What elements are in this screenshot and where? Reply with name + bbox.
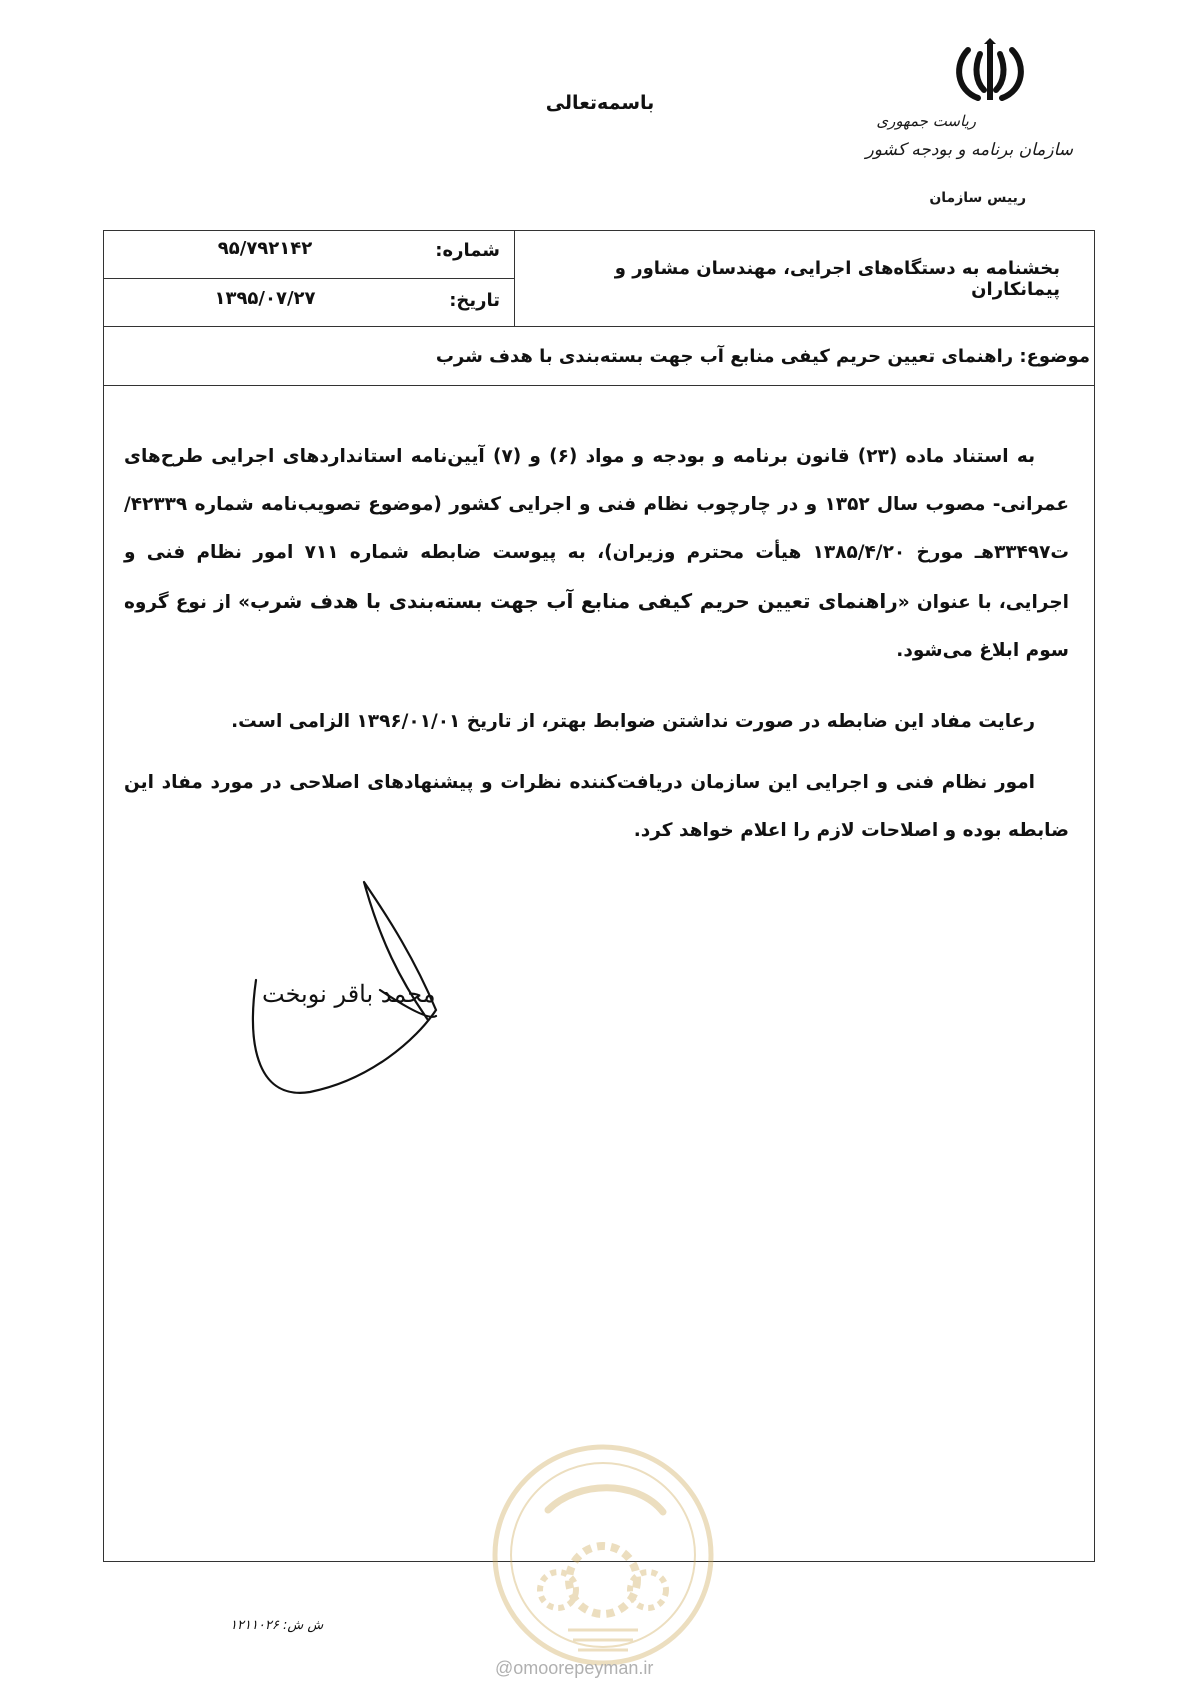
standard-title: راهنمای تعیین حریم کیفی منابع آب جهت بسته‌بندی با هدف شرب bbox=[250, 589, 898, 613]
addressee: بخشنامه به دستگاه‌های اجرایی، مهندسان مشاور و پیمانکاران bbox=[614, 258, 1060, 300]
body-paragraph-3: امور نظام فنی و اجرایی این سازمان دریافت‌کننده نظرات و پیشنهادهای اصلاحی در مورد مفاد این ضابطه بوده و اصلاحات لازم را اعلام خواهد کرد. bbox=[124, 772, 1069, 841]
header-bottom-divider bbox=[103, 326, 1095, 327]
org-title: رییس سازمان bbox=[929, 190, 1026, 206]
site-watermark: @omoorepeyman.ir bbox=[495, 1658, 654, 1678]
signature-name: محمد باقر نوبخت bbox=[262, 980, 436, 1008]
stamp-seal bbox=[488, 1440, 718, 1670]
basmala-heading: باسمه‌تعالی bbox=[545, 92, 655, 114]
body-paragraph-2: رعایت مفاد این ضابطه در صورت نداشتن ضوابط بهتر، از تاریخ ۱۳۹۶/۰۱/۰۱ الزامی است. bbox=[231, 711, 1035, 732]
number-value: ۹۵/۷۹۲۱۴۲ bbox=[217, 238, 313, 259]
date-label: تاریخ: bbox=[449, 290, 500, 311]
body-paragraph-1 bbox=[124, 433, 1069, 675]
org-presidency: ریاست جمهوری bbox=[876, 112, 976, 130]
para1-text-before: به استناد ماده (۲۳) قانون برنامه و بودجه و مواد (۶) و (۷) آیین‌نامه استانداردهای اجرایی طرح‌های عمرانی- مصوب سال ۱۳۵۲ و در چارچوب نظام فنی و اجرایی کشور (موضوع تصویب‌نامه شماره ۴۲۳۳۹/ت۳۳۴۹۷هـ مورخ ۱۳۸۵/۴/۲۰ هیأت محترم وزیران)، به پیوست ضابطه شماره ۷۱۱ امور نظام فنی و اجرایی، با عنوان « bbox=[124, 446, 1070, 613]
org-name: سازمان برنامه و بودجه کشور bbox=[865, 140, 1073, 160]
date-value: ۱۳۹۵/۰۷/۲۷ bbox=[214, 288, 316, 309]
subject-bottom-divider bbox=[103, 385, 1095, 386]
para1-text-after: » از نوع گروه سوم ابلاغ می‌شود. bbox=[124, 592, 1069, 661]
header-column-divider bbox=[514, 230, 515, 326]
number-label: شماره: bbox=[435, 240, 500, 261]
header-divider bbox=[103, 278, 515, 279]
subject-line: موضوع: راهنمای تعیین حریم کیفی منابع آب جهت بسته‌بندی با هدف شرب bbox=[435, 346, 1090, 367]
footer-code: ش ش: ۱۲۱۱۰۲۶ bbox=[230, 1618, 324, 1633]
iran-emblem-icon bbox=[950, 38, 1030, 108]
